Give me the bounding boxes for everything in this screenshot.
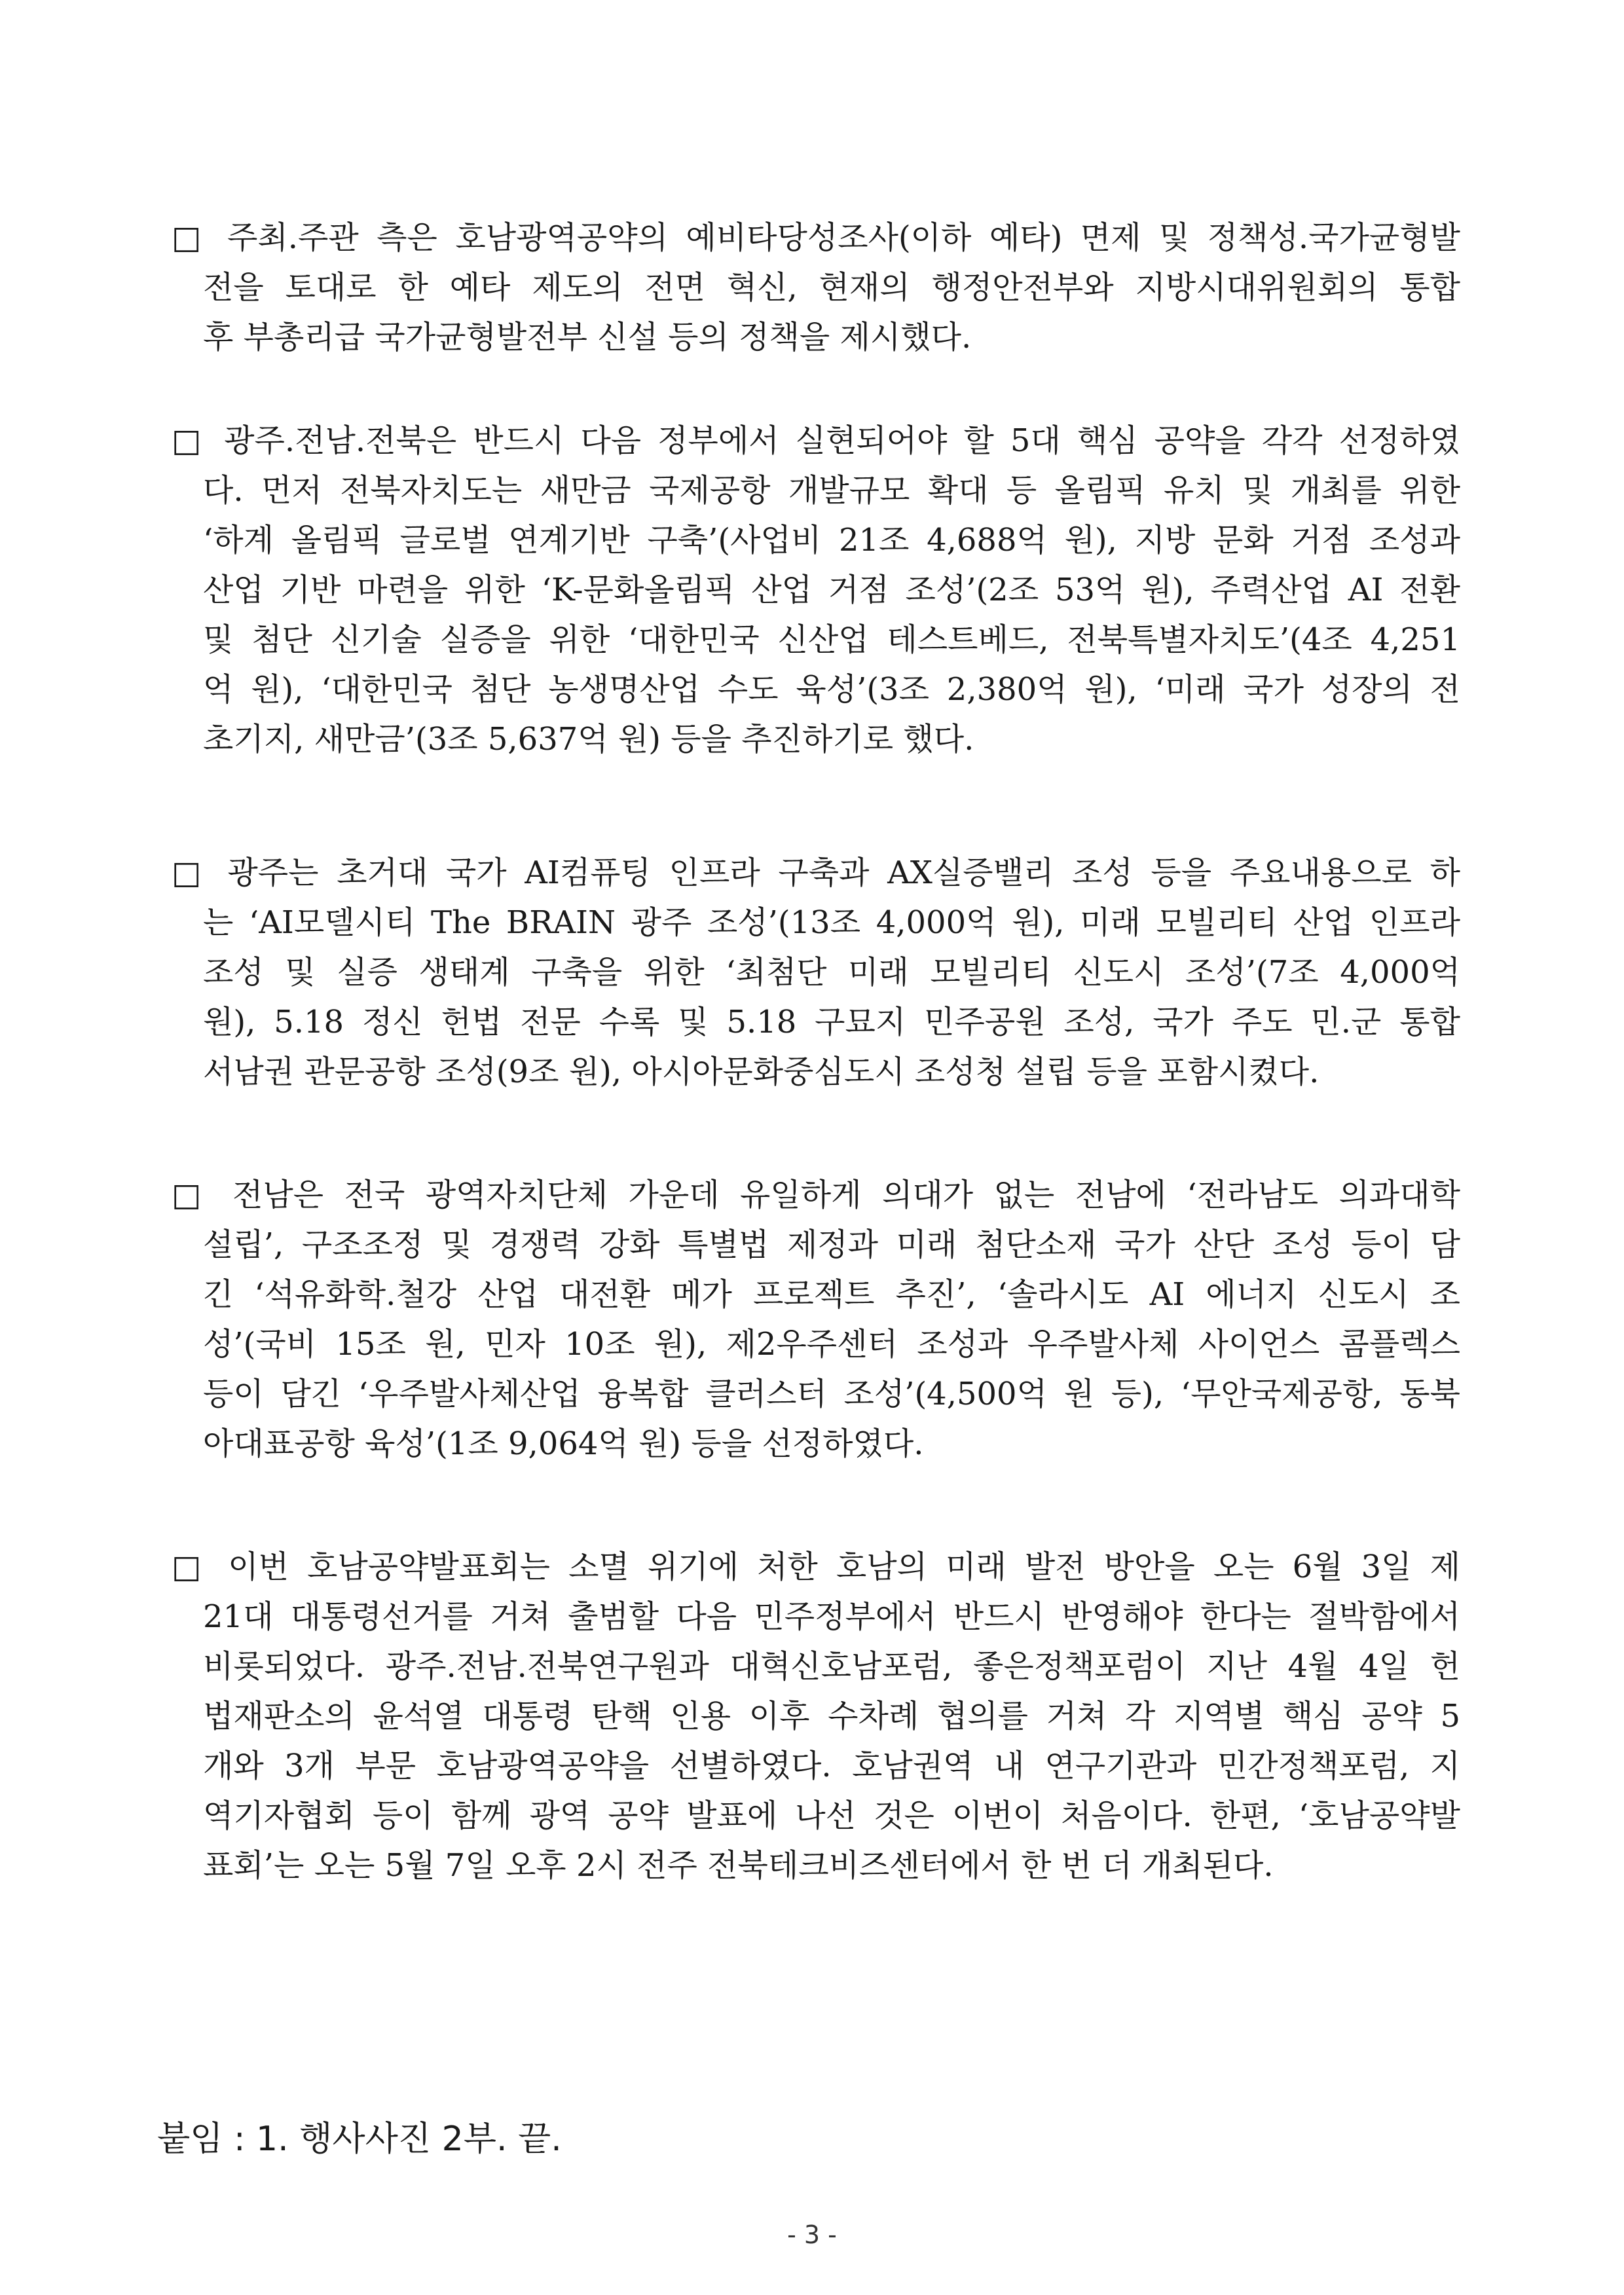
paragraph-line: 산업 기반 마련을 위한 ‘K-문화올림픽 산업 거점 조성’(2조 53억 원), 주력산업 AI 전환: [203, 572, 1460, 608]
paragraph-line: □ 광주.전남.전북은 반드시 다음 정부에서 실현되어야 할 5대 핵심 공약을 각각 선정하였: [172, 422, 1460, 459]
page-number: - 3 -: [787, 2220, 837, 2249]
paragraph-line: 법재판소의 윤석열 대통령 탄핵 인용 이후 수차례 협의를 거쳐 각 지역별 핵심 공약 5: [203, 1698, 1460, 1735]
paragraph-line: 개와 3개 부문 호남광역공약을 선별하였다. 호남권역 내 연구기관과 민간정책포럼, 지: [203, 1748, 1460, 1784]
paragraph-line: 초기지, 새만금’(3조 5,637억 원) 등을 추진하기로 했다.: [203, 721, 974, 758]
paragraph-5: [172, 1542, 1460, 1890]
paragraph-line: 역기자협회 등이 함께 광역 공약 발표에 나선 것은 이번이 처음이다. 한편, ‘호남공약발: [203, 1797, 1460, 1834]
paragraph-line: 조성 및 실증 생태계 구축을 위한 ‘최첨단 미래 모빌리티 신도시 조성’(7조 4,000억: [203, 954, 1460, 991]
paragraph-line: 다. 먼저 전북자치도는 새만금 국제공항 개발규모 확대 등 올림픽 유치 및 개최를 위한: [203, 472, 1460, 509]
paragraph-line: 는 ‘AI모델시티 The BRAIN 광주 조성’(13조 4,000억 원), 미래 모빌리티 산업 인프라: [203, 904, 1460, 941]
paragraph-line: 표회’는 오는 5월 7일 오후 2시 전주 전북테크비즈센터에서 한 번 더 개최된다.: [203, 1847, 1274, 1884]
paragraph-line: 서남권 관문공항 조성(9조 원), 아시아문화중심도시 조성청 설립 등을 포함시켰다.: [203, 1054, 1320, 1090]
paragraph-1: [172, 213, 1460, 362]
paragraph-line: 21대 대통령선거를 거쳐 출범할 다음 민주정부에서 반드시 반영해야 한다는 절박함에서: [203, 1598, 1460, 1635]
paragraph-line: 성’(국비 15조 원, 민자 10조 원), 제2우주센터 조성과 우주발사체 사이언스 콤플렉스: [203, 1326, 1460, 1363]
paragraph-4: [172, 1170, 1460, 1469]
paragraph-line: □ 이번 호남공약발표회는 소멸 위기에 처한 호남의 미래 발전 방안을 오는 6월 3일 제: [172, 1549, 1460, 1585]
paragraph-line: 원), 5.18 정신 헌법 전문 수록 및 5.18 구묘지 민주공원 조성, 국가 주도 민.군 통합: [203, 1004, 1460, 1040]
paragraph-line: 비롯되었다. 광주.전남.전북연구원과 대혁신호남포럼, 좋은정책포럼이 지난 4월 4일 헌: [203, 1648, 1460, 1685]
paragraph-line: 설립’, 구조조정 및 경쟁력 강화 특별법 제정과 미래 첨단소재 국가 산단 조성 등이 담: [203, 1226, 1460, 1263]
paragraph-line: □ 광주는 초거대 국가 AI컴퓨팅 인프라 구축과 AX실증밸리 조성 등을 주요내용으로 하: [172, 854, 1460, 891]
paragraph-line: □ 전남은 전국 광역자치단체 가운데 유일하게 의대가 없는 전남에 ‘전라남도 의과대학: [172, 1177, 1460, 1213]
paragraph-line: ‘하계 올림픽 글로벌 연계기반 구축’(사업비 21조 4,688억 원), 지방 문화 거점 조성과: [203, 522, 1460, 559]
paragraph-line: □ 주최.주관 측은 호남광역공약의 예비타당성조사(이하 예타) 면제 및 정책성.국가균형발: [172, 219, 1460, 256]
paragraph-line: 및 첨단 신기술 실증을 위한 ‘대한민국 신산업 테스트베드, 전북특별자치도’(4조 4,251: [203, 621, 1460, 658]
paragraph-line: 등이 담긴 ‘우주발사체산업 융복합 클러스터 조성’(4,500억 원 등), ‘무안국제공항, 동북: [203, 1376, 1460, 1412]
paragraph-line: 아대표공항 육성’(1조 9,064억 원) 등을 선정하였다.: [203, 1425, 924, 1462]
paragraph-line: 전을 토대로 한 예타 제도의 전면 혁신, 현재의 행정안전부와 지방시대위원회의 통합: [203, 269, 1460, 306]
paragraph-2: [172, 416, 1460, 764]
paragraph-line: 후 부총리급 국가균형발전부 신설 등의 정책을 제시했다.: [203, 319, 972, 356]
paragraph-3: [172, 848, 1460, 1097]
attachment-note: 붙임 : 1. 행사사진 2부. 끝.: [157, 2120, 562, 2159]
paragraph-line: 억 원), ‘대한민국 첨단 농생명산업 수도 육성’(3조 2,380억 원), ‘미래 국가 성장의 전: [203, 671, 1460, 708]
paragraph-line: 긴 ‘석유화학.철강 산업 대전환 메가 프로젝트 추진’, ‘솔라시도 AI 에너지 신도시 조: [203, 1276, 1460, 1313]
